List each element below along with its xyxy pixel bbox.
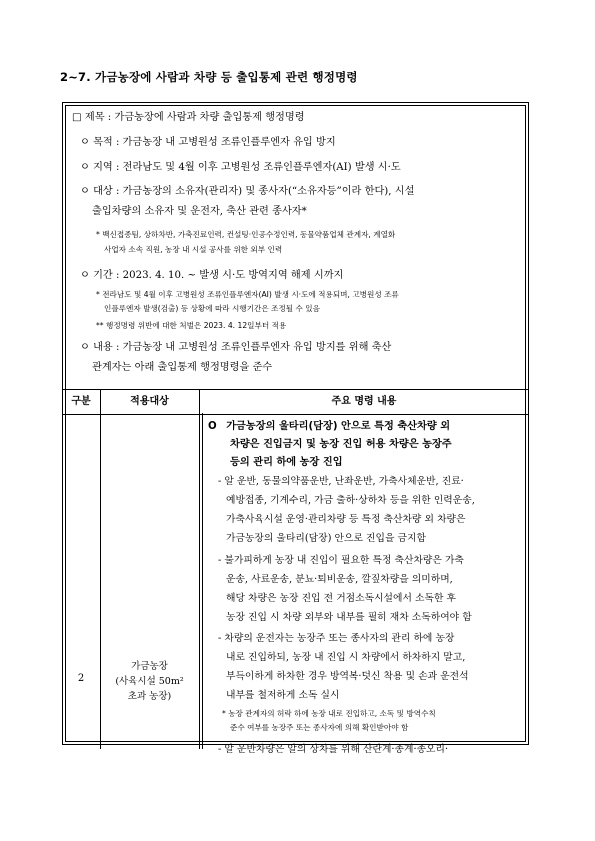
- column-divider: [202, 413, 203, 749]
- row-number: 2: [77, 673, 85, 684]
- checkbox-icon: □: [72, 112, 82, 123]
- header-target: 적용대상: [130, 396, 169, 407]
- main-order-line-cont: 등의 관리 하에 농장 진입: [230, 457, 343, 468]
- paragraph-line: 해당 차량은 농장 진입 전 거점소독시설에서 소독한 후: [226, 593, 457, 604]
- paragraph-line: 운송, 사료운송, 분뇨·퇴비운송, 깔짚차량을 의미하며,: [226, 574, 453, 585]
- header-content: 주요 명령 내용: [331, 396, 397, 407]
- paragraph-line: 가축사육시설 운영·관리차량 등 특정 축산차량 외 차량은: [226, 514, 466, 525]
- main-order-line-cont: 차량은 진입금지 및 농장 진입 허용 차량은 농장주: [230, 439, 452, 450]
- row-target: [100, 659, 199, 704]
- last-paragraph-line: - 알 운반차량은 알의 상차를 위해 산란계·종계·종오리·: [218, 744, 449, 755]
- sub-footnote: * 농장 관계자의 허락 하에 농장 내로 진입하고, 소독 및 방역수칙: [222, 709, 436, 718]
- penalty-footnote: ** 행정명령 위반에 대한 처벌은 2023. 4. 12일부터 적용: [96, 321, 287, 330]
- target-line: ㅇ 대상 : 가금농장의 소유자(관리자) 및 종사자(“소유자등”이라 한다), 시설: [80, 186, 415, 197]
- paragraph-line: - 알 운반, 동물의약품운반, 난좌운반, 가축사체운반, 진료·: [218, 476, 464, 487]
- target-line-cont: 출입차량의 소유자 및 운전자, 축산 관련 종사자*: [92, 206, 307, 217]
- section-heading: 2~7. 가금농장에 사람과 차량 등 출입통제 관련 행정명령: [60, 70, 358, 84]
- title-line: [72, 108, 305, 128]
- target-footnote: * 백신접종팀, 상하차반, 가축진료인력, 컨설팅·인공수정인력, 동물약품업체 관계자, 계열화: [96, 230, 396, 239]
- order-box-inner: [65, 105, 526, 755]
- paragraph-line: 가금농장의 울타리(담장) 안으로 진입을 금지함: [226, 533, 426, 544]
- column-divider: [199, 389, 200, 749]
- header-category: 구분: [71, 396, 91, 407]
- target-condition: (사육시설 50m²: [115, 676, 184, 687]
- paragraph-line: 부득이하게 하차한 경우 방역복·덧신 착용 및 손과 운전석: [226, 671, 469, 682]
- target-condition-cont: 초과 농장): [127, 691, 172, 702]
- content-line-cont: 관계자는 아래 출입통제 행정명령을 준수: [92, 362, 273, 373]
- bullet-circle-icon: O: [208, 421, 217, 432]
- region-line: ㅇ 지역 : 전라남도 및 4월 이후 고병원성 조류인플루엔자(AI) 발생 시·도: [80, 162, 401, 173]
- target-footnote-cont: 사업자 소속 직원, 농장 내 시설 공사를 위한 외부 인력: [104, 245, 283, 254]
- paragraph-line: 농장 진입 시 차량 외부와 내부를 필히 재차 소독하여야 함: [226, 612, 472, 623]
- paragraph-line: - 불가피하게 농장 내 진입이 필요한 특정 축산차량은 가축: [218, 555, 464, 566]
- order-box: [62, 102, 529, 755]
- content-line: ㅇ 내용 : 가금농장 내 고병원성 조류인플루엔자 유입 방지를 위해 축산: [80, 342, 392, 353]
- paragraph-line: 내로 진입하되, 농장 내 진입 시 차량에서 하차하지 말고,: [226, 652, 466, 663]
- table-header: [62, 389, 529, 415]
- purpose-line: ㅇ 목적 : 가금농장 내 고병원성 조류인플루엔자 유입 방지: [80, 137, 336, 148]
- main-order-text: 가금농장의 울타리(담장) 안으로 특정 축산차량 외: [226, 421, 451, 432]
- main-order-line: [208, 417, 450, 432]
- summary-title: 제목 : 가금농장에 사람과 차량 출입통제 행정명령: [84, 112, 305, 123]
- period-line: ㅇ 기간 : 2023. 4. 10. ~ 발생 시·도 방역지역 해제 시까지: [80, 270, 344, 281]
- sub-footnote-cont: 준수 여부를 농장주 또는 종사자에 의해 확인받아야 함: [230, 723, 409, 732]
- period-footnote: * 전라남도 및 4월 이후 고병원성 조류인플루엔자(AI) 발생 시·도에 적용되며, 고병원성 조류: [96, 290, 399, 299]
- paragraph-line: 예방접종, 기계수리, 가금 출하·상하차 등을 위한 인력운송,: [226, 495, 475, 506]
- period-footnote-cont: 인플루엔자 발생(검출) 등 상황에 따라 시행기간은 조정될 수 있음: [104, 304, 320, 313]
- target-name: 가금농장: [131, 661, 168, 672]
- paragraph-line: 내부를 철저하게 소독 실시: [226, 690, 340, 701]
- paragraph-line: - 차량의 운전자는 농장주 또는 종사자의 관리 하에 농장: [218, 633, 455, 644]
